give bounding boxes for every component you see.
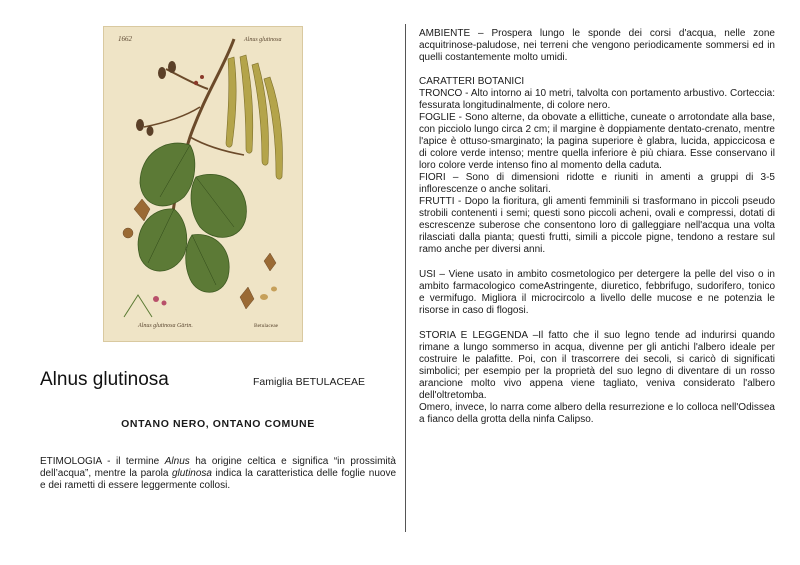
- foglie-section: FOGLIE - Sono alterne, da obovate a ellittiche, cuneate o arrotondate alla base, con picciolo lungo circa 2 cm; il margine è doppiamente dentato-crenato, mentre l'apice è ottuso-smarginato; la pagina superiore è glabra, lucida, appiccicosa e di colore verde intenso; mentre quella inferiore è più chiara. Esse conservano il loro colore verde intenso fino al momento della caduta.: [419, 112, 775, 171]
- storia-section: STORIA E LEGGENDA –Il fatto che il suo legno tende ad indurirsi quando rimane a lungo sommerso in acqua, divenne per gli antichi l'albero ideale per costruire le palafitte. Poi, con il trascorrere dei secoli, si caricò di significati simbolici; per esempio per la proprietà del suo legno di diventare di un rosso arancione molto vivo appena viene tagliato, veniva considerato l'albero dell'oltretomba.: [419, 330, 775, 401]
- etymology-alnus: Alnus: [164, 456, 190, 467]
- species-title: Alnus glutinosa: [40, 369, 169, 390]
- etymology-text: ha origine celtica e significa “in prossimità dell’acqua”, mentre la parola: [40, 456, 396, 479]
- plate-corner-label: Alnus glutinosa: [244, 37, 282, 43]
- etymology-text: ETIMOLOGIA - il termine: [40, 456, 165, 467]
- etymology-paragraph: [40, 456, 396, 492]
- frutti-section: FRUTTI - Dopo la fioritura, gli amenti femminili si trasformano in piccoli pseudo strobili contenenti i semi; questi sono piccoli acheni, ovali e compressi, dotati di escrescenze suberose che consentono loro di galleggiare nell'acqua una volta rilasciati dalla pianta; questi frutti, simili a piccole pigne, tendono a restare sul ramo anche per diversi anni.: [419, 196, 775, 255]
- column-divider: [405, 24, 406, 532]
- family-label: Famiglia BETULACEAE: [253, 376, 366, 388]
- ambiente-section: AMBIENTE – Prospera lungo le sponde dei corsi d'acqua, nelle zone acquitrinose-paludose, nei terreni che vengono periodicamente sommersi ed in quelli costantemente molto umidi.: [419, 28, 775, 63]
- right-column: [419, 28, 775, 426]
- plate-number-label: 1662: [118, 35, 132, 43]
- botanical-illustration: [103, 26, 303, 342]
- etymology-text: indica la caratteristica delle foglie nuove e dei rametti di essere leggermente collosi.: [40, 468, 397, 491]
- fiori-section: FIORI – Sono di dimensioni ridotte e riuniti in amenti a gruppi di 3-5 inflorescenze o anche solitari.: [419, 172, 775, 195]
- plate-caption: Alnus glutinosa Gärtn.: [138, 323, 193, 329]
- etymology-glutinosa: glutinosa: [171, 468, 212, 479]
- caratteri-heading: CARATTERI BOTANICI: [419, 76, 525, 87]
- tronco-section: TRONCO - Alto intorno ai 10 metri, talvolta con portamento arbustivo. Corteccia: fessurata longitudinalmente, di colore nero.: [419, 88, 775, 111]
- alder-plate-drawing: [104, 27, 304, 343]
- common-names: ONTANO NERO, ONTANO COMUNE: [121, 418, 315, 430]
- plate-caption-family: Betulaceae: [254, 323, 279, 329]
- omero-section: Omero, invece, lo narra come albero della resurrezione e lo colloca nell'Odissea a fianco della grotta della ninfa Calipso.: [419, 402, 775, 425]
- usi-section: USI – Viene usato in ambito cosmetologico per detergere la pelle del viso o in ambito farmacologico comeAstringente, diuretico, febbrifugo, sudorifero, tonico e vermifugo. Migliora il microcircolo a livello delle mucose e ne potenzia le risorse in caso di flogosi.: [419, 269, 775, 316]
